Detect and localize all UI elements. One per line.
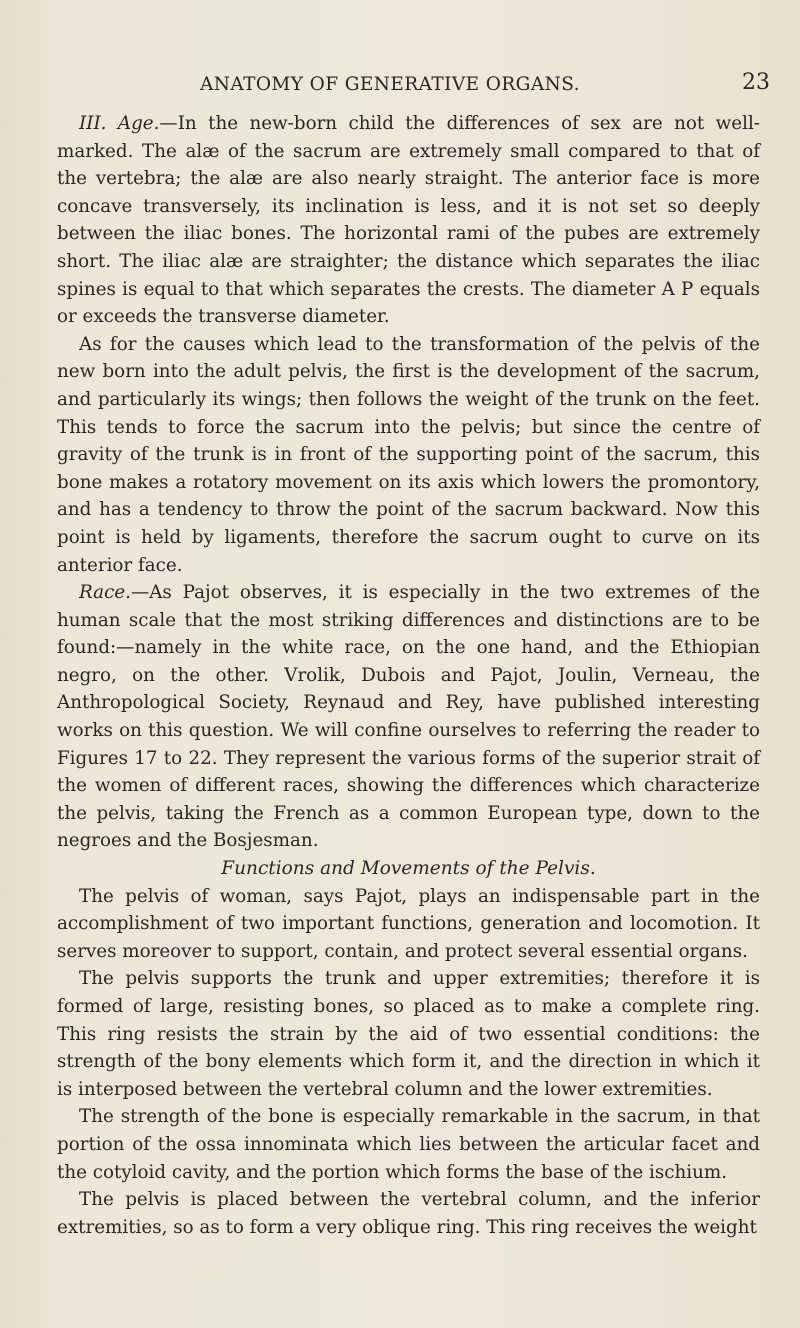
race-text: —As Pajot observes, it is especially in the two extremes of the human scale that the most striking differences and distinctions are to be found:—namely in the white race, on the one hand, and the Ethiopian negro, on the other. Vrolik, Dubois and Pajot, Joulin, Verneau, the Anthropological Society, Reynaud and Rey, have published interesting works on this question. We will confine ourselves to referring the reader to Figures 17 to 22. They represent the various forms of the superior strait of the women of different races, showing the differences which characterize the pelvis, taking the French as a common European type, down to the negroes and the Bosjesman.	[57, 582, 760, 852]
paragraph-race	[57, 579, 760, 855]
running-head	[0, 70, 800, 104]
page-number: 23	[742, 70, 770, 95]
age-text: —In the new-born child the differences of sex are not well-marked. The alæ of the sacrum are extremely small compared to that of the vertebra; the alæ are also nearly straight. The anterior face is more concave transversely, its inclination is less, and it is not set so deeply between the iliac bones. The horizontal rami of the pubes are extremely short. The iliac alæ are straighter; the distance which separates the iliac spines is equal to that which separates the crests. The diameter A P equals or exceeds the transverse diameter.	[57, 113, 760, 328]
paragraph-placed: The pelvis is placed between the vertebral column, and the inferior extremities, so as to form a very oblique ring. This ring receives the weight	[57, 1189, 760, 1238]
age-label: III. Age.	[79, 113, 160, 134]
paragraph-supports: The pelvis supports the trunk and upper extremities; therefore it is formed of large, resisting bones, so placed as to make a complete ring. This ring resists the strain by the aid of two essential conditions: the strength of the bony elements which form it, and the direction in which it is interposed between the vertebral column and the lower extremities.	[57, 968, 760, 1100]
functions-heading: Functions and Movements of the Pelvis.	[221, 858, 596, 880]
running-title: ANATOMY OF GENERATIVE ORGANS.	[200, 74, 580, 95]
paragraph-age	[57, 110, 760, 331]
paragraph-strength: The strength of the bone is especially remarkable in the sacrum, in that portion of the ossa innominata which lies between the articular facet and the cotyloid cavity, and the portion which forms the base of the ischium.	[57, 1106, 760, 1183]
race-label: Race.	[79, 582, 131, 604]
paragraph-functions: The pelvis of woman, says Pajot, plays an indispensable part in the accomplishment of two important functions, generation and locomotion. It serves moreover to support, contain, and protect several essential organs.	[57, 885, 760, 962]
body-text	[57, 110, 760, 1241]
paragraph-causes: As for the causes which lead to the transformation of the pelvis of the new born into the adult pelvis, the first is the development of the sacrum, and particularly its wings; then follows the weight of the trunk on the feet. This tends to force the sacrum into the pelvis; but since the centre of gravity of the trunk is in front of the supporting point of the sacrum, this bone makes a rotatory movement on its axis which lowers the promontory, and has a tendency to throw the point of the sacrum backward. Now this point is held by ligaments, therefore the sacrum ought to curve on its anterior face.	[57, 333, 760, 576]
